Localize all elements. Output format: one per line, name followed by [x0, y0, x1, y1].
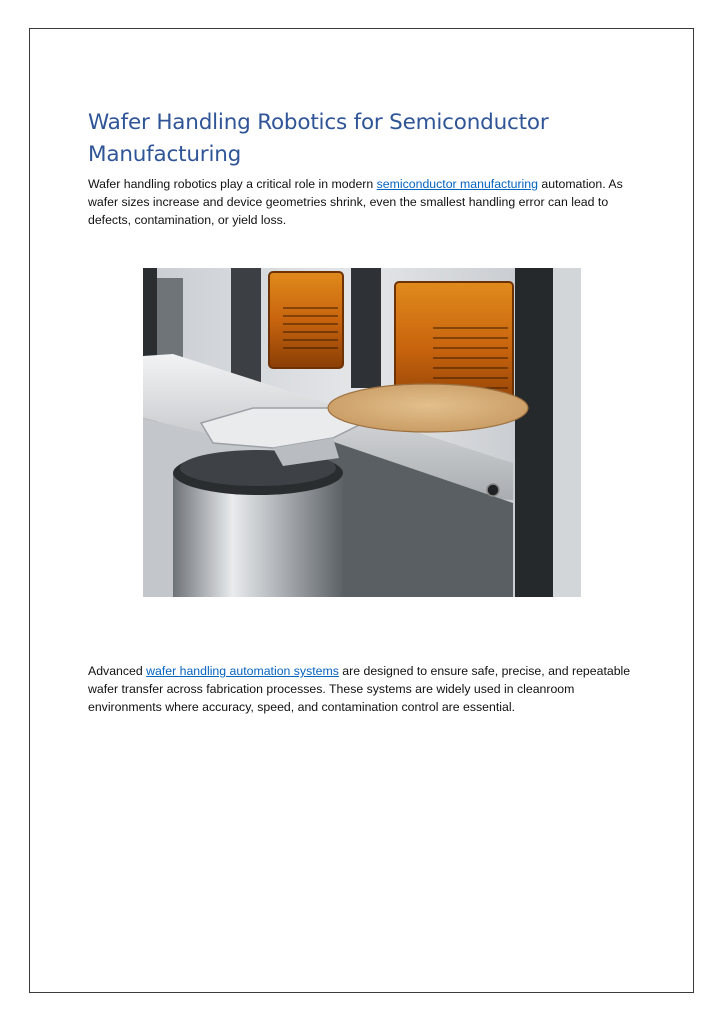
body-text-after: are designed to ensure safe, precise, and repeatable wafer transfer across fabrication processes. These systems are widely used in cleanroom environments where accuracy, speed, and contamination control are essential.: [88, 664, 631, 714]
wafer-robot-photo: [143, 268, 581, 597]
body-section: [88, 662, 640, 716]
intro-paragraph: [88, 175, 640, 229]
body-text-before: Advanced: [88, 664, 147, 678]
wafer-handling-automation-link[interactable]: wafer handling automation systems: [146, 664, 339, 678]
page-title: Wafer Handling Robotics for Semiconductor Manufacturing: [88, 110, 549, 167]
semiconductor-manufacturing-link[interactable]: semiconductor manufacturing: [376, 177, 538, 191]
body-paragraph: [88, 662, 640, 716]
intro-text-before: Wafer handling robotics play a critical role in modern: [88, 177, 377, 191]
intro-text-after: automation. As wafer sizes increase and device geometries shrink, even the smallest handling error can lead to defects, contamination, or yield loss.: [88, 177, 623, 227]
article-header: [88, 107, 640, 229]
